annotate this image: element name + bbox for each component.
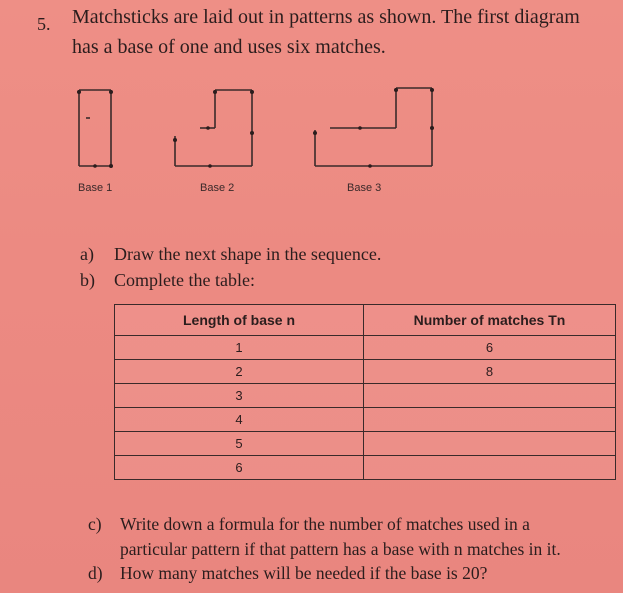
header-number-of-matches: Number of matches Tn <box>364 305 616 336</box>
table-header-row <box>115 305 616 336</box>
question-text-line1: Matchsticks are laid out in patterns as shown. The first diagram <box>72 6 580 28</box>
caption-base-3: Base 3 <box>347 182 382 194</box>
table-row <box>115 432 616 456</box>
table-row <box>115 384 616 408</box>
matches-cell[interactable] <box>364 408 616 432</box>
table-row <box>115 456 616 480</box>
matches-cell[interactable] <box>364 384 616 408</box>
part-c-line1: Write down a formula for the number of matches used in a <box>120 514 530 534</box>
base-2-shape <box>175 90 252 166</box>
base-cell: 6 <box>115 456 364 480</box>
base-3-shape <box>315 88 432 166</box>
caption-base-1: Base 1 <box>78 182 113 194</box>
matches-cell[interactable] <box>364 432 616 456</box>
matches-cell[interactable]: 8 <box>364 360 616 384</box>
part-a-text: Draw the next shape in the sequence. <box>114 244 382 264</box>
matches-cell[interactable]: 6 <box>364 336 616 360</box>
table-row <box>115 408 616 432</box>
part-d-text: How many matches will be needed if the base is 20? <box>120 563 488 583</box>
table-row <box>115 360 616 384</box>
part-b-text: Complete the table: <box>114 270 255 290</box>
base-cell: 2 <box>115 360 364 384</box>
base-cell: 5 <box>115 432 364 456</box>
part-c-line2: particular pattern if that pattern has a base with n matches in it. <box>120 539 561 559</box>
base-cell: 3 <box>115 384 364 408</box>
matches-cell[interactable] <box>364 456 616 480</box>
question-number: 5. <box>37 14 51 34</box>
part-d-label: d) <box>88 563 103 583</box>
matchstick-diagram <box>60 78 460 183</box>
base-cell: 1 <box>115 336 364 360</box>
header-length-of-base: Length of base n <box>115 305 364 336</box>
part-a-label: a) <box>80 244 94 264</box>
base-1-shape <box>79 90 111 166</box>
matches-table <box>114 304 616 480</box>
base-cell: 4 <box>115 408 364 432</box>
table-row <box>115 336 616 360</box>
caption-base-2: Base 2 <box>200 182 235 194</box>
part-b-label: b) <box>80 270 95 290</box>
part-c-label: c) <box>88 514 102 534</box>
question-text-line2: has a base of one and uses six matches. <box>72 36 386 58</box>
